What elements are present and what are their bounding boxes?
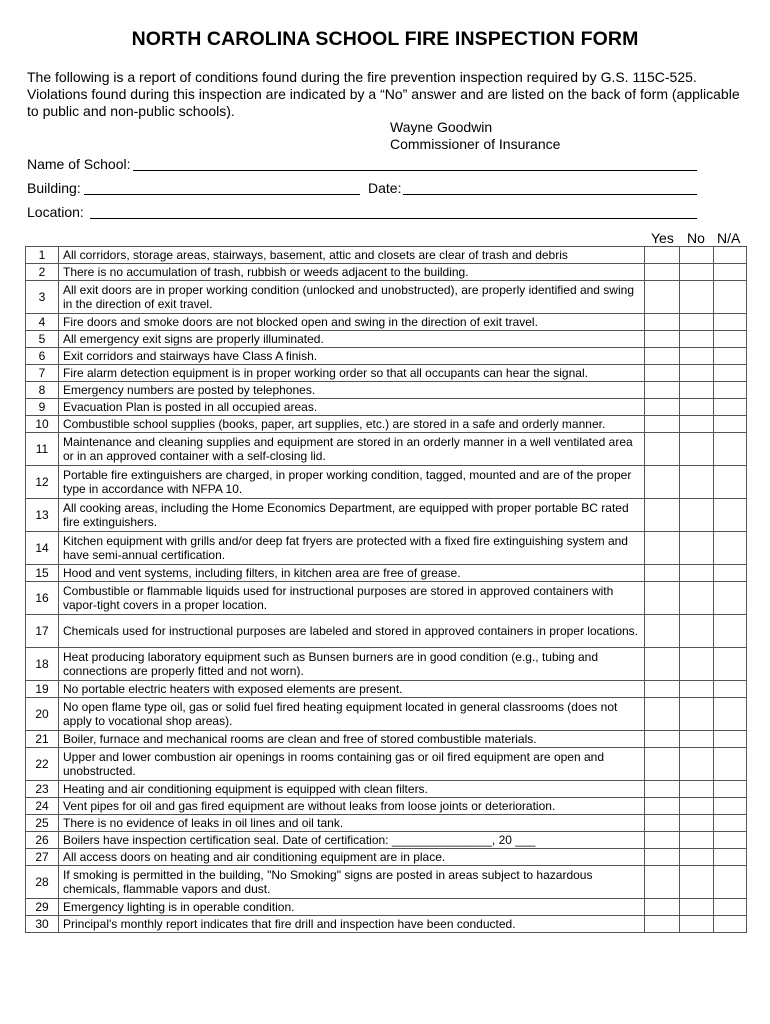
item-text: Evacuation Plan is posted in all occupied areas. [59, 399, 645, 416]
checklist-row [26, 466, 747, 499]
na-checkbox[interactable] [714, 499, 747, 532]
no-checkbox[interactable] [680, 499, 714, 532]
date-field[interactable] [403, 194, 697, 195]
checklist-row [26, 348, 747, 365]
school-name-label: Name of School: [27, 156, 131, 172]
na-checkbox[interactable] [714, 582, 747, 615]
yes-checkbox[interactable] [645, 866, 680, 899]
item-number: 16 [26, 582, 59, 615]
na-checkbox[interactable] [714, 615, 747, 648]
no-checkbox[interactable] [680, 314, 714, 331]
item-number: 17 [26, 615, 59, 648]
no-checkbox[interactable] [680, 264, 714, 281]
na-checkbox[interactable] [714, 532, 747, 565]
na-checkbox[interactable] [714, 899, 747, 916]
item-text: Heat producing laboratory equipment such as Bunsen burners are in good condition (e.g., tubing and connections are properly fitted and not worn). [59, 648, 645, 681]
yes-checkbox[interactable] [645, 698, 680, 731]
item-text: Maintenance and cleaning supplies and equipment are stored in an orderly manner in a well ventilated area or in an approved container with a self-closing lid. [59, 433, 645, 466]
checklist-row [26, 314, 747, 331]
intro-paragraph: The following is a report of conditions found during the fire prevention inspection required by G.S. 115C-525. Violations found during this inspection are indicated by a “No” answer and are listed on the back of form (applicable to public and non-public schools). [27, 69, 740, 119]
checklist-row [26, 247, 747, 264]
item-text: All exit doors are in proper working condition (unlocked and unobstructed), are properly identified and swing in the direction of exit travel. [59, 281, 645, 314]
school-name-row [27, 156, 707, 176]
item-text: Boilers have inspection certification seal. Date of certification: _______________, 20 ___ [59, 832, 645, 849]
yes-checkbox[interactable] [645, 582, 680, 615]
no-checkbox[interactable] [680, 815, 714, 832]
no-checkbox[interactable] [680, 416, 714, 433]
item-text: Portable fire extinguishers are charged, in proper working condition, tagged, mounted and are of the proper type in accordance with NFPA 10. [59, 466, 645, 499]
item-number: 13 [26, 499, 59, 532]
checklist-row [26, 264, 747, 281]
checklist-row [26, 532, 747, 565]
checklist-row [26, 798, 747, 815]
item-number: 25 [26, 815, 59, 832]
no-checkbox[interactable] [680, 916, 714, 933]
item-text: Principal's monthly report indicates that fire drill and inspection have been conducted. [59, 916, 645, 933]
no-checkbox[interactable] [680, 849, 714, 866]
na-checkbox[interactable] [714, 866, 747, 899]
checklist-row [26, 866, 747, 899]
item-number: 6 [26, 348, 59, 365]
na-checkbox[interactable] [714, 648, 747, 681]
yes-checkbox[interactable] [645, 681, 680, 698]
item-number: 26 [26, 832, 59, 849]
item-text: All access doors on heating and air conditioning equipment are in place. [59, 849, 645, 866]
item-text: Kitchen equipment with grills and/or deep fat fryers are protected with a fixed fire extinguishing system and have semi-annual certification. [59, 532, 645, 565]
no-checkbox[interactable] [680, 565, 714, 582]
na-checkbox[interactable] [714, 698, 747, 731]
yes-checkbox[interactable] [645, 314, 680, 331]
item-number: 15 [26, 565, 59, 582]
yes-checkbox[interactable] [645, 781, 680, 798]
checklist-row [26, 499, 747, 532]
item-number: 21 [26, 731, 59, 748]
item-number: 9 [26, 399, 59, 416]
item-text: Vent pipes for oil and gas fired equipment are without leaks from loose joints or deterioration. [59, 798, 645, 815]
no-checkbox[interactable] [680, 399, 714, 416]
na-checkbox[interactable] [714, 281, 747, 314]
signature-name: Wayne Goodwin [390, 119, 493, 135]
yes-checkbox[interactable] [645, 615, 680, 648]
item-number: 4 [26, 314, 59, 331]
signature-title: Commissioner of Insurance [390, 136, 561, 152]
building-label: Building: [27, 180, 81, 196]
yes-checkbox[interactable] [645, 748, 680, 781]
no-checkbox[interactable] [680, 798, 714, 815]
item-text: Fire alarm detection equipment is in proper working order so that all occupants can hear the signal. [59, 365, 645, 382]
item-text: Chemicals used for instructional purposes are labeled and stored in approved containers in proper locations. [59, 615, 645, 648]
na-checkbox[interactable] [714, 433, 747, 466]
checklist-row [26, 582, 747, 615]
no-checkbox[interactable] [680, 532, 714, 565]
item-number: 20 [26, 698, 59, 731]
na-checkbox[interactable] [714, 798, 747, 815]
item-number: 7 [26, 365, 59, 382]
no-checkbox[interactable] [680, 247, 714, 264]
checklist-row [26, 681, 747, 698]
item-text: Fire doors and smoke doors are not blocked open and swing in the direction of exit travel. [59, 314, 645, 331]
no-checkbox[interactable] [680, 331, 714, 348]
yes-checkbox[interactable] [645, 815, 680, 832]
item-text: Upper and lower combustion air openings in rooms containing gas or oil fired equipment are open and unobstructed. [59, 748, 645, 781]
yes-checkbox[interactable] [645, 565, 680, 582]
checklist-row [26, 748, 747, 781]
yes-checkbox[interactable] [645, 433, 680, 466]
location-row [27, 204, 707, 224]
item-text: Heating and air conditioning equipment is equipped with clean filters. [59, 781, 645, 798]
no-checkbox[interactable] [680, 731, 714, 748]
checklist-row [26, 648, 747, 681]
no-checkbox[interactable] [680, 648, 714, 681]
item-number: 28 [26, 866, 59, 899]
checklist-row [26, 849, 747, 866]
yes-checkbox[interactable] [645, 832, 680, 849]
no-checkbox[interactable] [680, 681, 714, 698]
checklist-row [26, 832, 747, 849]
item-number: 10 [26, 416, 59, 433]
yes-checkbox[interactable] [645, 416, 680, 433]
na-checkbox[interactable] [714, 399, 747, 416]
na-checkbox[interactable] [714, 331, 747, 348]
na-checkbox[interactable] [714, 748, 747, 781]
na-checkbox[interactable] [714, 247, 747, 264]
item-text: All cooking areas, including the Home Economics Department, are equipped with proper portable BC rated fire extinguishers. [59, 499, 645, 532]
item-text: No open flame type oil, gas or solid fuel fired heating equipment located in general classrooms (does not apply to vocational shop areas). [59, 698, 645, 731]
no-checkbox[interactable] [680, 748, 714, 781]
yes-checkbox[interactable] [645, 532, 680, 565]
checklist-row [26, 731, 747, 748]
no-checkbox[interactable] [680, 382, 714, 399]
na-checkbox[interactable] [714, 466, 747, 499]
item-number: 3 [26, 281, 59, 314]
yes-checkbox[interactable] [645, 331, 680, 348]
item-text: All emergency exit signs are properly illuminated. [59, 331, 645, 348]
no-checkbox[interactable] [680, 781, 714, 798]
item-text: There is no evidence of leaks in oil lines and oil tank. [59, 815, 645, 832]
no-checkbox[interactable] [680, 698, 714, 731]
checklist-row [26, 615, 747, 648]
item-number: 14 [26, 532, 59, 565]
item-number: 2 [26, 264, 59, 281]
item-text: If smoking is permitted in the building, "No Smoking" signs are posted in areas subject to hazardous chemicals, flammable vapors and dust. [59, 866, 645, 899]
na-checkbox[interactable] [714, 348, 747, 365]
yes-checkbox[interactable] [645, 499, 680, 532]
inspection-checklist [25, 246, 747, 933]
yes-checkbox[interactable] [645, 899, 680, 916]
checklist-row [26, 815, 747, 832]
na-checkbox[interactable] [714, 731, 747, 748]
school-name-field[interactable] [133, 170, 697, 171]
no-checkbox[interactable] [680, 281, 714, 314]
item-number: 24 [26, 798, 59, 815]
no-checkbox[interactable] [680, 832, 714, 849]
item-number: 27 [26, 849, 59, 866]
item-number: 23 [26, 781, 59, 798]
yes-checkbox[interactable] [645, 399, 680, 416]
no-checkbox[interactable] [680, 365, 714, 382]
na-checkbox[interactable] [714, 681, 747, 698]
building-date-row [27, 180, 707, 200]
item-text: No portable electric heaters with exposed elements are present. [59, 681, 645, 698]
na-checkbox[interactable] [714, 916, 747, 933]
item-text: All corridors, storage areas, stairways, basement, attic and closets are clear of trash and debris [59, 247, 645, 264]
checklist-row [26, 365, 747, 382]
checklist-row [26, 433, 747, 466]
checklist-row [26, 416, 747, 433]
yes-checkbox[interactable] [645, 916, 680, 933]
na-checkbox[interactable] [714, 849, 747, 866]
item-text: Combustible school supplies (books, paper, art supplies, etc.) are stored in a safe and orderly manner. [59, 416, 645, 433]
date-label: Date: [368, 180, 402, 196]
checklist-row [26, 781, 747, 798]
item-number: 5 [26, 331, 59, 348]
yes-checkbox[interactable] [645, 247, 680, 264]
item-text: There is no accumulation of trash, rubbish or weeds adjacent to the building. [59, 264, 645, 281]
na-checkbox[interactable] [714, 565, 747, 582]
column-header-na: N/A [717, 230, 741, 246]
item-text: Emergency numbers are posted by telephones. [59, 382, 645, 399]
na-checkbox[interactable] [714, 832, 747, 849]
column-header-no: No [687, 230, 705, 246]
column-header-yes: Yes [651, 230, 674, 246]
yes-checkbox[interactable] [645, 382, 680, 399]
item-number: 19 [26, 681, 59, 698]
na-checkbox[interactable] [714, 781, 747, 798]
na-checkbox[interactable] [714, 264, 747, 281]
no-checkbox[interactable] [680, 433, 714, 466]
checklist-row [26, 565, 747, 582]
form-title: NORTH CAROLINA SCHOOL FIRE INSPECTION FORM [131, 28, 639, 50]
item-text: Combustible or flammable liquids used for instructional purposes are stored in approved containers with vapor-tight covers in a proper location. [59, 582, 645, 615]
yes-checkbox[interactable] [645, 648, 680, 681]
item-number: 22 [26, 748, 59, 781]
checklist-row [26, 281, 747, 314]
item-text: Emergency lighting is in operable condition. [59, 899, 645, 916]
yes-checkbox[interactable] [645, 466, 680, 499]
yes-checkbox[interactable] [645, 798, 680, 815]
item-number: 8 [26, 382, 59, 399]
no-checkbox[interactable] [680, 899, 714, 916]
checklist-row [26, 331, 747, 348]
na-checkbox[interactable] [714, 416, 747, 433]
item-text: Hood and vent systems, including filters, in kitchen area are free of grease. [59, 565, 645, 582]
no-checkbox[interactable] [680, 615, 714, 648]
checklist-row [26, 916, 747, 933]
item-text: Exit corridors and stairways have Class A finish. [59, 348, 645, 365]
yes-checkbox[interactable] [645, 264, 680, 281]
item-text: Boiler, furnace and mechanical rooms are clean and free of stored combustible materials. [59, 731, 645, 748]
no-checkbox[interactable] [680, 348, 714, 365]
item-number: 30 [26, 916, 59, 933]
na-checkbox[interactable] [714, 382, 747, 399]
na-checkbox[interactable] [714, 314, 747, 331]
item-number: 29 [26, 899, 59, 916]
checklist-row [26, 399, 747, 416]
item-number: 18 [26, 648, 59, 681]
na-checkbox[interactable] [714, 365, 747, 382]
item-number: 11 [26, 433, 59, 466]
location-label: Location: [27, 204, 84, 220]
no-checkbox[interactable] [680, 466, 714, 499]
yes-checkbox[interactable] [645, 365, 680, 382]
checklist-row [26, 698, 747, 731]
item-number: 1 [26, 247, 59, 264]
building-field[interactable] [84, 194, 360, 195]
location-field[interactable] [90, 218, 697, 219]
yes-checkbox[interactable] [645, 348, 680, 365]
yes-checkbox[interactable] [645, 281, 680, 314]
checklist-row [26, 899, 747, 916]
yes-checkbox[interactable] [645, 849, 680, 866]
no-checkbox[interactable] [680, 866, 714, 899]
yes-checkbox[interactable] [645, 731, 680, 748]
checklist-row [26, 382, 747, 399]
no-checkbox[interactable] [680, 582, 714, 615]
na-checkbox[interactable] [714, 815, 747, 832]
item-number: 12 [26, 466, 59, 499]
